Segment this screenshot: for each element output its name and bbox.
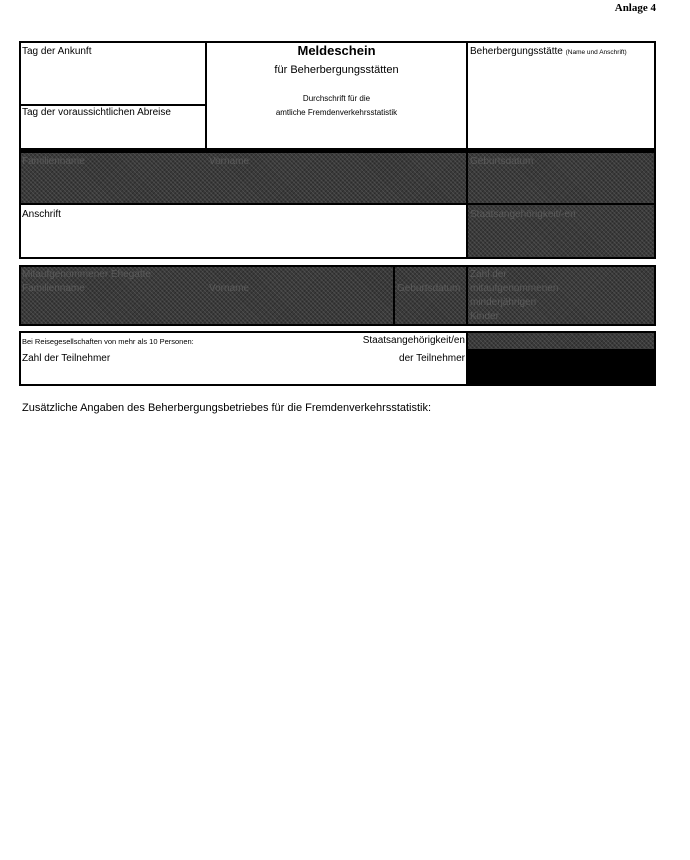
accommodation-label-text: Beherbergungsstätte: [470, 46, 563, 57]
spouse-first-name-label: Vorname: [209, 283, 250, 294]
children-label-line3: minderjährigen: [470, 297, 537, 308]
divider: [466, 331, 468, 386]
group-nationality-field[interactable]: [467, 333, 654, 349]
accommodation-label: [470, 46, 627, 57]
group-travel-note: Bei Reisegesellschaften von mehr als 10 Personen:: [22, 337, 194, 346]
children-label-line2: mitaufgenommenen: [470, 283, 559, 294]
divider: [19, 104, 207, 106]
surname-label: Familienname: [22, 156, 85, 167]
form-title: Meldeschein: [297, 43, 376, 58]
address-label: Anschrift: [22, 209, 61, 220]
divider: [466, 41, 468, 150]
departure-date-label: Tag der voraussichtlichen Abreise: [22, 107, 171, 118]
arrival-date-label: Tag der Ankunft: [22, 46, 92, 57]
first-name-label: Vorname: [209, 156, 250, 167]
participants-label: der Teilnehmer: [399, 353, 465, 364]
group-nationality-label: Staatsangehörigkeit/en: [362, 335, 465, 346]
group-participants-field[interactable]: [467, 349, 654, 384]
anlage-label: Anlage 4: [614, 2, 656, 14]
spouse-surname-label: Familienname: [22, 283, 85, 294]
children-label-line4: Kinder: [470, 311, 499, 322]
divider: [19, 203, 656, 205]
guest-name-field[interactable]: [21, 153, 654, 203]
copy-note-line1: Durchschrift für die: [302, 94, 371, 103]
divider: [466, 151, 468, 259]
additional-info-label: Zusätzliche Angaben des Beherbergungsbetriebes für die Fremdenverkehrsstatistik:: [22, 402, 432, 414]
nationality-label: Staatsangehörigkeit/-en: [470, 209, 576, 220]
accommodation-label-note: (Name und Anschrift): [565, 49, 627, 56]
divider: [466, 265, 468, 326]
spouse-birth-date-label: Geburtsdatum: [397, 283, 461, 294]
copy-note-line2: amtliche Fremdenverkehrsstatistik: [275, 108, 398, 117]
children-label-line1: Zahl der: [470, 269, 507, 280]
form-subtitle: für Beherbergungsstätten: [274, 64, 399, 76]
divider: [393, 265, 395, 326]
spouse-label: Mitaufgenommener Ehegatte: [22, 269, 151, 280]
birth-date-label: Geburtsdatum: [470, 156, 534, 167]
participant-count-label: Zahl der Teilnehmer: [22, 353, 111, 364]
